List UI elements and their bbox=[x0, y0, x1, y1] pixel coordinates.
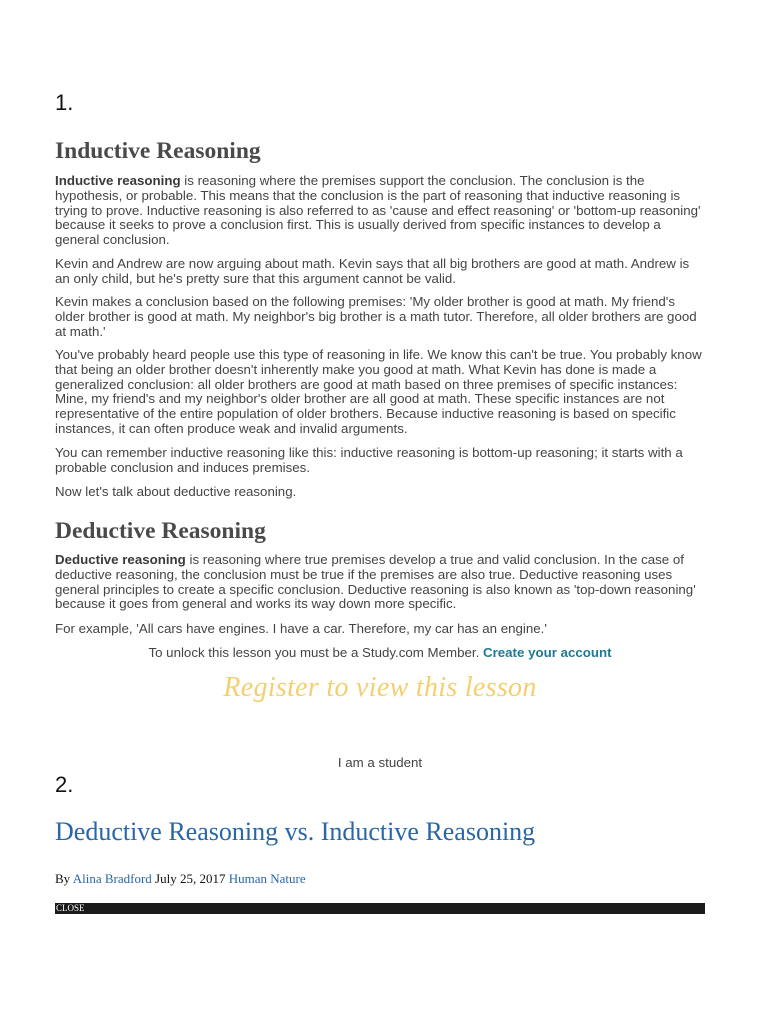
i-am-a-student-option[interactable]: I am a student bbox=[337, 755, 423, 770]
author-link[interactable]: Alina Bradford bbox=[72, 871, 152, 886]
cars-example-paragraph: For example, 'All cars have engines. I have a car. Therefore, my car has an engine.' bbox=[55, 621, 547, 636]
deductive-intro-text: is reasoning where true premises develop a true and valid conclusion. In the case of deductive reasoning, the conclusion must be true if the premises are also true. Deductive reasoning uses general principles to create a specific conclusion. Deductive reasoning is also known as 'top-down reasoning' because it goes from general and works its way down more specific. bbox=[55, 552, 696, 612]
remember-inductive-paragraph: You can remember inductive reasoning like this: inductive reasoning is bottom-up reasoning; it starts with a probable conclusion and induces premises. bbox=[55, 445, 683, 475]
inductive-reasoning-heading: Inductive Reasoning bbox=[55, 138, 261, 164]
transition-paragraph: Now let's talk about deductive reasoning. bbox=[55, 484, 297, 499]
premises-paragraph: Kevin makes a conclusion based on the following premises: 'My older brother is good at math. My friend's older brother is good at math. My neighbor's big brother is a math tutor. Therefore, all older brothers are good at math.' bbox=[55, 294, 697, 339]
inductive-term: Inductive reasoning bbox=[55, 173, 181, 188]
article-byline bbox=[55, 871, 306, 887]
register-to-view-link[interactable]: Register to view this lesson bbox=[223, 672, 537, 703]
category-link[interactable]: Human Nature bbox=[228, 871, 306, 886]
deductive-intro-paragraph bbox=[55, 553, 705, 612]
inductive-intro-paragraph bbox=[55, 174, 705, 248]
deductive-reasoning-heading: Deductive Reasoning bbox=[55, 518, 266, 544]
inductive-intro-text: is reasoning where the premises support the conclusion. The conclusion is the hypothesis, or probable. This means that the conclusion is the part of reasoning that inductive reasoning is trying to prove. Inductive reasoning is also referred to as 'cause and effect reasoning' or 'bottom-up reasoning' because it seeks to prove a conclusion first. This is usually derived from specific instances to develop a general conclusion. bbox=[55, 173, 701, 248]
publish-date: July 25, 2017 bbox=[151, 871, 229, 886]
close-bar[interactable] bbox=[55, 903, 705, 914]
section-number-1: 1. bbox=[55, 90, 74, 115]
comparison-article-title[interactable]: Deductive Reasoning vs. Inductive Reasoning bbox=[55, 817, 536, 846]
close-label: CLOSE bbox=[56, 903, 85, 913]
generalized-conclusion-paragraph: You've probably heard people use this type of reasoning in life. We know this can't be true. You probably know that being an older brother doesn't inherently make you good at math. What Kevin has done is made a generalized conclusion: all older brothers are good at math based on three premises of specific instances: Mine, my friend's and my neighbor's older brother are all good at math. These specific instances are not representative of the entire population of older brothers. Because inductive reasoning is based on specific instances, it can often produce weak and invalid arguments. bbox=[55, 347, 702, 436]
section-number-2: 2. bbox=[55, 772, 74, 797]
kevin-andrew-paragraph: Kevin and Andrew are now arguing about math. Kevin says that all big brothers are good at math. Andrew is an only child, but he's pretty sure that this argument cannot be valid. bbox=[55, 256, 690, 286]
deductive-term: Deductive reasoning bbox=[55, 552, 186, 567]
create-account-link[interactable]: Create your account bbox=[482, 645, 612, 660]
byline-by-label: By bbox=[55, 871, 73, 886]
unlock-lesson-line bbox=[55, 645, 705, 660]
unlock-text: To unlock this lesson you must be a Study.com Member. bbox=[148, 645, 483, 660]
